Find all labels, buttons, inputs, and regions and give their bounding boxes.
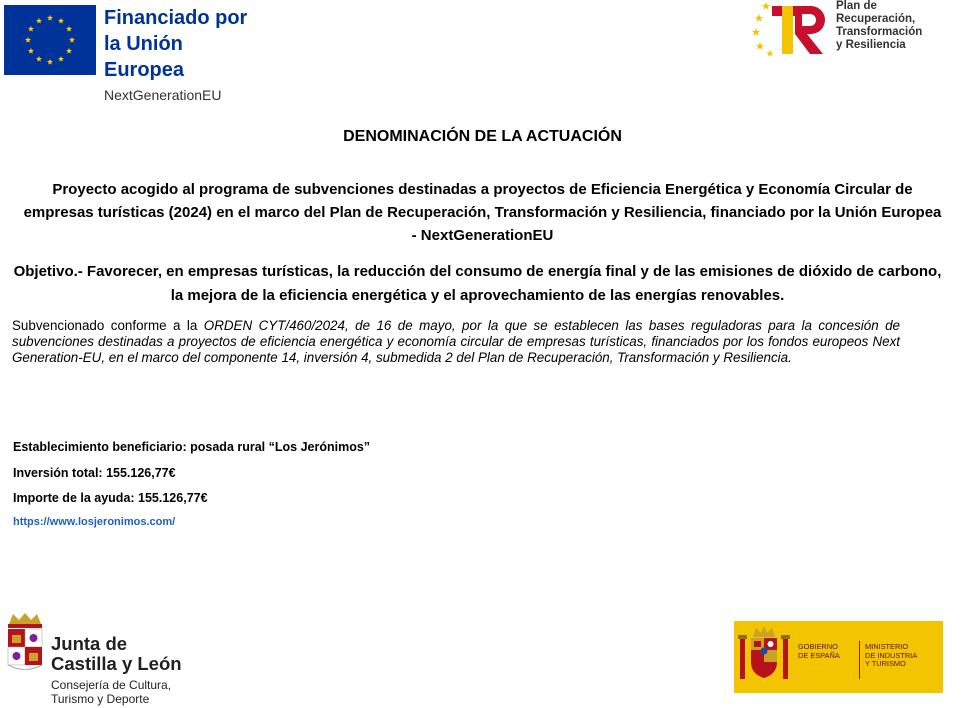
junta-castilla-leon-logo <box>3 612 213 704</box>
eu-star-icon <box>28 26 34 32</box>
eu-logo-line3: NextGenerationEU <box>104 87 222 103</box>
objective-text: Objetivo.- Favorecer, en empresas turísticas, la reducción del consumo de energía final y de las emisiones de dióxido de carbono, la mejora de la eficiencia energética y el aprovechamiento de las energías renovables. <box>13 263 942 304</box>
recovery-plan-logo <box>750 0 960 60</box>
prtr-line2: Recuperación, <box>836 13 916 25</box>
beneficiary-info: Establecimiento beneficiario: posada rural “Los Jerónimos” <box>13 440 371 454</box>
eu-logo-line2: la Unión Europea <box>104 33 185 81</box>
aid-amount: Importe de la ayuda: 155.126,77€ <box>13 491 208 505</box>
eu-star-icon <box>47 15 53 21</box>
ministerio-line3: Y TURISMO <box>865 659 906 669</box>
eu-star-icon <box>58 18 64 24</box>
eu-star-icon <box>66 48 72 54</box>
prtr-emblem-icon <box>750 0 830 58</box>
gobierno-espana-ministerio-logo <box>734 621 943 693</box>
prtr-line1: Plan de <box>836 0 877 12</box>
eu-star-icon <box>66 26 72 32</box>
eu-star-icon <box>36 18 42 24</box>
gobierno-line1: GOBIERNO <box>798 642 838 651</box>
eu-star-icon <box>47 59 53 65</box>
prtr-line3: Transformación <box>836 26 923 38</box>
ministerio-line1: MINISTERIO <box>865 642 909 651</box>
castilla-leon-coat-of-arms-icon <box>3 612 47 672</box>
junta-line4: Turismo y Deporte <box>51 692 150 706</box>
junta-line3: Consejería de Cultura, <box>51 678 172 692</box>
subsidy-order: ORDEN CYT/460/2024, de 16 de mayo, por la que se establecen las bases reguladoras para la concesión de subvenciones destinadas a proyectos de eficiencia energética y economía circular de empresas turísticas, financiados por los fondos europeos Next Generation-EU, en el marco del componente 14, inversión 4, submedida 2 del Plan de Recuperación, Transformación y Resiliencia. <box>12 318 900 365</box>
subsidy-statement <box>12 318 900 366</box>
total-investment: Inversión total: 155.126,77€ <box>13 466 176 480</box>
eu-funding-logo <box>4 5 266 103</box>
gobierno-line2: DE ESPAÑA <box>798 650 840 660</box>
document-title: DENOMINACIÓN DE LA ACTUACIÓN <box>343 128 622 145</box>
eu-star-icon <box>25 37 31 43</box>
subsidy-prefix: Subvencionado conforme a la <box>12 318 204 333</box>
eu-flag-icon <box>4 5 96 75</box>
eu-star-icon <box>58 56 64 62</box>
program-description: Proyecto acogido al programa de subvenciones destinadas a proyectos de Eficiencia Energética y Economía Circular de empresas turísticas (2024) en el marco del Plan de Recuperación, Transformación y Resiliencia, financiado por la Unión Europea - NextGenerationEU <box>23 181 942 244</box>
logo-divider <box>859 641 860 679</box>
website-link[interactable]: https://www.losjeronimos.com/ <box>13 516 176 528</box>
eu-star-icon <box>28 48 34 54</box>
eu-logo-line1: Financiado por <box>104 7 248 29</box>
eu-star-icon <box>36 56 42 62</box>
eu-star-icon <box>69 37 75 43</box>
spain-coat-of-arms-icon <box>734 621 794 693</box>
junta-line1: Junta de <box>51 633 128 654</box>
ministerio-line2: DE INDUSTRIA <box>865 650 918 660</box>
junta-line2: Castilla y León <box>51 653 182 674</box>
prtr-line4: y Resiliencia <box>836 39 906 51</box>
